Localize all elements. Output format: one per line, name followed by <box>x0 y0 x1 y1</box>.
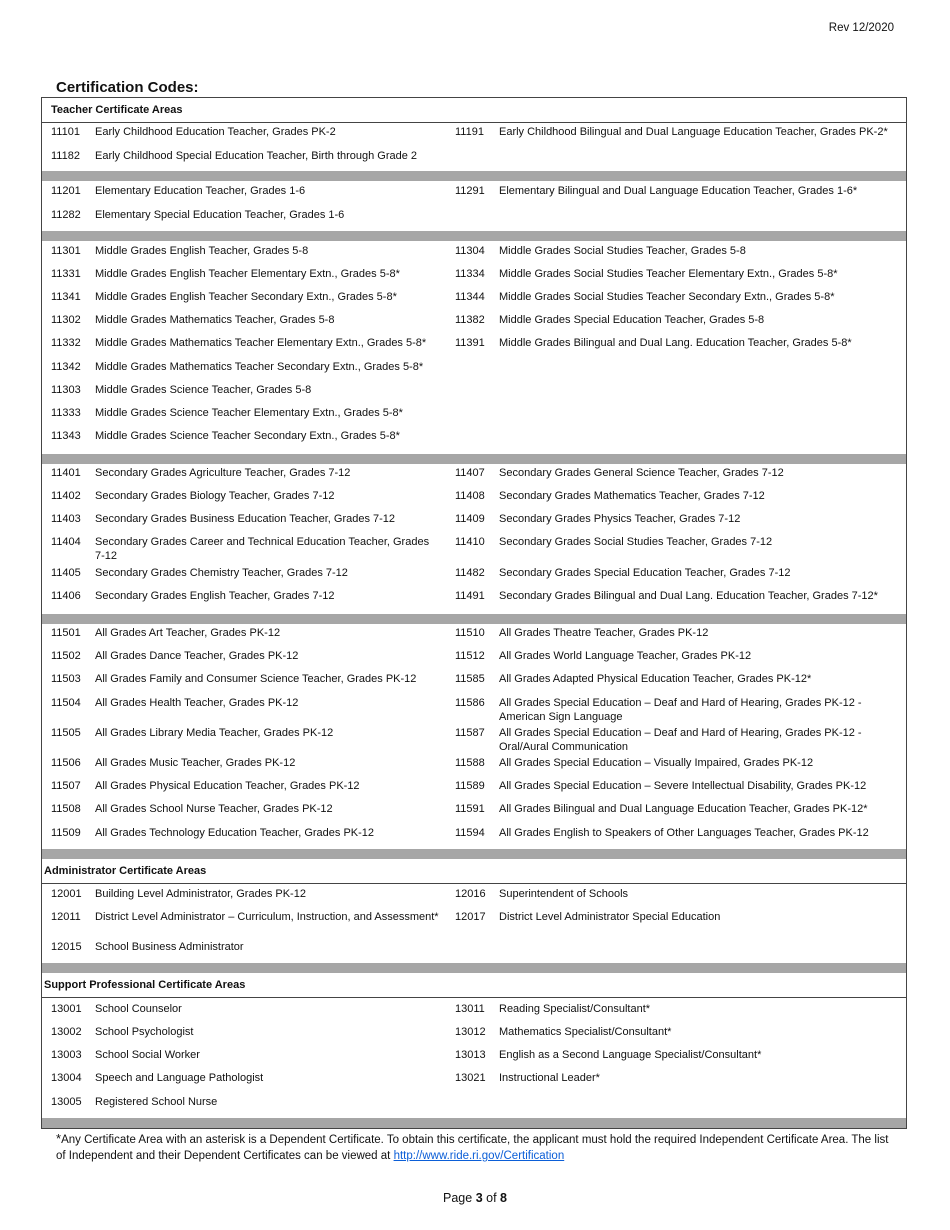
certificate-label: All Grades Special Education – Deaf and Hard of Hearing, Grades PK-12 - American Sign Language <box>499 697 862 723</box>
certificate-code: 13012 <box>455 1026 486 1038</box>
certificate-code: 11301 <box>51 245 81 257</box>
certificate-code: 11401 <box>51 467 81 479</box>
certificate-code: 11591 <box>455 803 485 815</box>
revision-label: Rev 12/2020 <box>828 22 894 34</box>
certificate-label: School Social Worker <box>95 1049 200 1061</box>
certificate-code: 11334 <box>455 268 485 280</box>
certificate-code: 11304 <box>455 245 485 257</box>
certificate-code: 11594 <box>455 827 485 839</box>
certificate-label: Early Childhood Special Education Teacher, Birth through Grade 2 <box>95 150 418 162</box>
certificate-code: 11501 <box>51 627 81 639</box>
certificate-label: Secondary Grades Special Education Teacher, Grades 7-12 <box>499 567 791 579</box>
certificate-label: All Grades Bilingual and Dual Language Education Teacher, Grades PK-12* <box>499 803 868 815</box>
certificate-label: All Grades Theatre Teacher, Grades PK-12 <box>499 627 709 639</box>
certification-table <box>41 97 907 1129</box>
certificate-code: 13013 <box>455 1049 486 1061</box>
certificate-code: 11510 <box>455 627 485 639</box>
certificate-code: 11101 <box>51 126 80 138</box>
page-number <box>0 1191 950 1205</box>
certificate-label: Reading Specialist/Consultant* <box>499 1003 651 1015</box>
certificate-label: Middle Grades English Teacher, Grades 5-8 <box>95 245 309 257</box>
certificate-code: 11504 <box>51 697 81 709</box>
certificate-label: Secondary Grades General Science Teacher, Grades 7-12 <box>499 467 784 479</box>
certificate-code: 13001 <box>51 1003 82 1015</box>
certificate-code: 11344 <box>455 291 485 303</box>
certification-link[interactable]: http://www.ride.ri.gov/Certification <box>393 1150 565 1162</box>
certificate-code: 11382 <box>455 314 485 326</box>
certificate-code: 11589 <box>455 780 485 792</box>
certificate-label: Early Childhood Bilingual and Dual Language Education Teacher, Grades PK-2* <box>499 126 888 138</box>
certificate-label: English as a Second Language Specialist/Consultant* <box>499 1049 762 1061</box>
certificate-code: 11191 <box>455 126 484 138</box>
section-header-teacher: Teacher Certificate Areas <box>42 98 906 123</box>
certificate-code: 11508 <box>51 803 81 815</box>
certificate-label: Secondary Grades English Teacher, Grades 7-12 <box>95 590 335 602</box>
certificate-label: Instructional Leader* <box>499 1072 600 1084</box>
certificate-label: All Grades Art Teacher, Grades PK-12 <box>95 627 281 639</box>
certificate-code: 11587 <box>455 727 485 739</box>
certificate-label: All Grades Physical Education Teacher, Grades PK-12 <box>95 780 360 792</box>
certificate-code: 11405 <box>51 567 81 579</box>
certificate-label: School Psychologist <box>95 1026 194 1038</box>
certificate-code: 11302 <box>51 314 81 326</box>
certificate-code: 13004 <box>51 1072 82 1084</box>
certificate-label: Middle Grades Mathematics Teacher Elementary Extn., Grades 5-8* <box>95 337 427 349</box>
certificate-label: Middle Grades Science Teacher Secondary Extn., Grades 5-8* <box>95 430 400 442</box>
certificate-code: 11407 <box>455 467 485 479</box>
certificate-code: 11342 <box>51 361 81 373</box>
certificate-code: 11482 <box>455 567 485 579</box>
certificate-label: All Grades Music Teacher, Grades PK-12 <box>95 757 296 769</box>
certificate-code: 11509 <box>51 827 81 839</box>
certificate-label: Secondary Grades Bilingual and Dual Lang. Education Teacher, Grades 7-12* <box>499 590 878 602</box>
certificate-label: Secondary Grades Physics Teacher, Grades 7-12 <box>499 513 741 525</box>
certificate-code: 11588 <box>455 757 485 769</box>
certificate-code: 13021 <box>455 1072 486 1084</box>
certificate-code: 11391 <box>455 337 485 349</box>
certificate-label: Middle Grades Bilingual and Dual Lang. Education Teacher, Grades 5-8* <box>499 337 852 349</box>
certificate-code: 11402 <box>51 490 81 502</box>
group-divider <box>42 231 906 241</box>
certificate-label: Middle Grades Social Studies Teacher, Grades 5-8 <box>499 245 746 257</box>
certificate-label: Middle Grades Social Studies Teacher Elementary Extn., Grades 5-8* <box>499 268 838 280</box>
certificate-label: All Grades Special Education – Visually Impaired, Grades PK-12 <box>499 757 814 769</box>
group-divider <box>42 1118 906 1128</box>
certificate-label: Middle Grades Mathematics Teacher Secondary Extn., Grades 5-8* <box>95 361 424 373</box>
page-title: Certification Codes: <box>56 79 199 96</box>
certificate-label: Middle Grades Mathematics Teacher, Grades 5-8 <box>95 314 335 326</box>
certificate-label: Middle Grades Special Education Teacher, Grades 5-8 <box>499 314 765 326</box>
certificate-label: District Level Administrator Special Education <box>499 911 721 923</box>
certificate-label: Secondary Grades Agriculture Teacher, Grades 7-12 <box>95 467 351 479</box>
certificate-label: All Grades English to Speakers of Other Languages Teacher, Grades PK-12 <box>499 827 869 839</box>
certificate-code: 11341 <box>51 291 81 303</box>
certificate-code: 11343 <box>51 430 81 442</box>
certificate-code: 11410 <box>455 536 485 548</box>
certificate-code: 11303 <box>51 384 81 396</box>
certificate-code: 11332 <box>51 337 81 349</box>
certificate-code: 11333 <box>51 407 81 419</box>
certificate-code: 11201 <box>51 185 81 197</box>
certificate-code: 11182 <box>51 150 80 162</box>
footnote-text: Any Certificate Area with an asterisk is a Dependent Certificate. To obtain this certificate, the applicant must hold the required Independent Certificate Area. The list of Independent and their Dependent Certificates can be viewed at <box>56 1134 889 1162</box>
certificate-code: 12015 <box>51 941 82 953</box>
section-header-administrator: Administrator Certificate Areas <box>42 859 906 884</box>
certificate-label: Registered School Nurse <box>95 1096 218 1108</box>
certificate-code: 11586 <box>455 697 485 709</box>
certificate-label: Superintendent of Schools <box>499 888 629 900</box>
certificate-label: Middle Grades English Teacher Elementary Extn., Grades 5-8* <box>95 268 400 280</box>
certificate-code: 12001 <box>51 888 82 900</box>
certificate-label: All Grades Health Teacher, Grades PK-12 <box>95 697 299 709</box>
certificate-code: 11406 <box>51 590 81 602</box>
total-pages: 8 <box>500 1191 507 1205</box>
certificate-code: 11491 <box>455 590 485 602</box>
certificate-code: 12011 <box>51 911 81 923</box>
certificate-label: All Grades School Nurse Teacher, Grades PK-12 <box>95 803 333 815</box>
group-divider <box>42 963 906 973</box>
certificate-label: Elementary Bilingual and Dual Language Education Teacher, Grades 1-6* <box>499 185 858 197</box>
certificate-label: Building Level Administrator, Grades PK-12 <box>95 888 306 900</box>
certificate-label: All Grades Adapted Physical Education Teacher, Grades PK-12* <box>499 673 812 685</box>
certificate-code: 12016 <box>455 888 486 900</box>
certificate-label: All Grades Special Education – Deaf and Hard of Hearing, Grades PK-12 - Oral/Aural Communication <box>499 727 862 753</box>
certificate-label: Middle Grades Social Studies Teacher Secondary Extn., Grades 5-8* <box>499 291 835 303</box>
certificate-code: 11291 <box>455 185 485 197</box>
certificate-code: 11585 <box>455 673 485 685</box>
certificate-label: Speech and Language Pathologist <box>95 1072 264 1084</box>
certificate-code: 11403 <box>51 513 81 525</box>
certificate-label: Middle Grades Science Teacher Elementary Extn., Grades 5-8* <box>95 407 403 419</box>
certificate-code: 11512 <box>455 650 485 662</box>
certificate-code: 11507 <box>51 780 81 792</box>
certificate-code: 13005 <box>51 1096 82 1108</box>
certificate-label: Secondary Grades Chemistry Teacher, Grades 7-12 <box>95 567 348 579</box>
certificate-label: Secondary Grades Mathematics Teacher, Grades 7-12 <box>499 490 765 502</box>
certificate-label: Middle Grades English Teacher Secondary Extn., Grades 5-8* <box>95 291 397 303</box>
certificate-label: Secondary Grades Biology Teacher, Grades 7-12 <box>95 490 335 502</box>
certificate-label: All Grades Dance Teacher, Grades PK-12 <box>95 650 299 662</box>
certificate-label: Secondary Grades Business Education Teacher, Grades 7-12 <box>95 513 396 525</box>
certificate-code: 11503 <box>51 673 81 685</box>
certificate-code: 11505 <box>51 727 81 739</box>
certificate-label: All Grades Special Education – Severe Intellectual Disability, Grades PK-12 <box>499 780 867 792</box>
certificate-label: All Grades Library Media Teacher, Grades PK-12 <box>95 727 334 739</box>
certificate-label: Secondary Grades Career and Technical Education Teacher, Grades 7-12 <box>95 536 430 562</box>
page-prefix: Page <box>443 1191 476 1205</box>
group-divider <box>42 171 906 181</box>
certificate-code: 11502 <box>51 650 81 662</box>
certificate-label: District Level Administrator – Curriculum, Instruction, and Assessment* <box>95 911 439 923</box>
group-divider <box>42 454 906 464</box>
asterisk-mark: * <box>56 1131 62 1146</box>
certificate-code: 13002 <box>51 1026 82 1038</box>
certificate-label: All Grades Technology Education Teacher, Grades PK-12 <box>95 827 375 839</box>
certificate-code: 11331 <box>51 268 81 280</box>
page-separator: of <box>482 1191 501 1205</box>
certificate-label: All Grades Family and Consumer Science Teacher, Grades PK-12 <box>95 673 417 685</box>
certificate-label: School Counselor <box>95 1003 182 1015</box>
certificate-code: 13003 <box>51 1049 82 1061</box>
certificate-code: 11409 <box>455 513 485 525</box>
section-header-support: Support Professional Certificate Areas <box>42 973 906 998</box>
certificate-label: Mathematics Specialist/Consultant* <box>499 1026 672 1038</box>
certificate-label: Secondary Grades Social Studies Teacher, Grades 7-12 <box>499 536 773 548</box>
certificate-code: 11506 <box>51 757 81 769</box>
group-divider <box>42 849 906 859</box>
group-divider <box>42 614 906 624</box>
certificate-label: Early Childhood Education Teacher, Grades PK-2 <box>95 126 336 138</box>
certificate-label: Middle Grades Science Teacher, Grades 5-8 <box>95 384 312 396</box>
certificate-code: 11282 <box>51 209 81 221</box>
certificate-code: 12017 <box>455 911 486 923</box>
certificate-label: Elementary Education Teacher, Grades 1-6 <box>95 185 306 197</box>
certificate-code: 13011 <box>455 1003 485 1015</box>
certificate-label: School Business Administrator <box>95 941 244 953</box>
certificate-label: Elementary Special Education Teacher, Grades 1-6 <box>95 209 345 221</box>
footnote <box>56 1131 896 1164</box>
certificate-code: 11408 <box>455 490 485 502</box>
current-page: 3 <box>475 1191 483 1205</box>
certificate-code: 11404 <box>51 536 81 548</box>
certificate-label: All Grades World Language Teacher, Grades PK-12 <box>499 650 752 662</box>
